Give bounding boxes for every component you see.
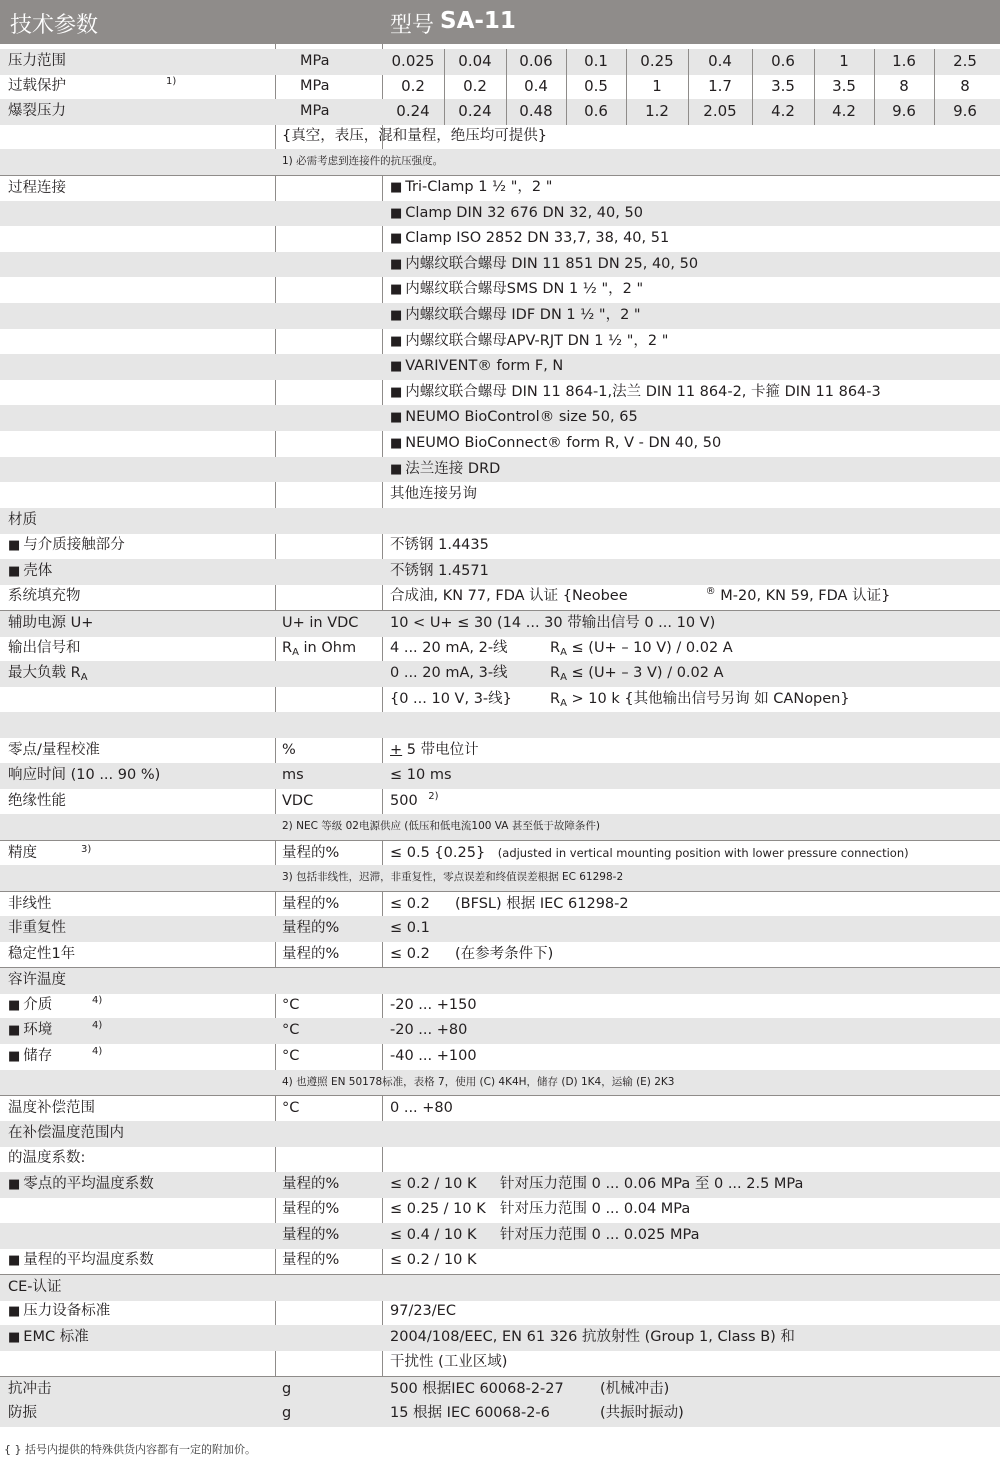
table-row [0, 1274, 1000, 1301]
process-other: 其他连接另询 [390, 486, 477, 503]
temperature-item-label: 环境 [23, 1022, 53, 1038]
table-row [0, 1172, 1000, 1198]
coef-note: 针对压力范围 0 ... 0.025 MPa [500, 1227, 700, 1243]
coef-note: 针对压力范围 0 ... 0.04 MPa [500, 1201, 691, 1217]
compensation-unit: °C [282, 1100, 300, 1116]
accuracy-unit: 量程的% [282, 845, 340, 861]
cell-divider [752, 99, 753, 125]
nonlinearity-label: 非线性 [8, 896, 52, 912]
cell-divider [814, 99, 815, 125]
cell-divider [506, 49, 507, 75]
span-coef-unit: 量程的% [282, 1252, 340, 1268]
output-unit-suffix: in Ohm [298, 640, 357, 656]
table-row [0, 738, 1000, 764]
cell-divider [566, 99, 567, 125]
process-label: 过程连接 [8, 180, 66, 196]
list-item [0, 457, 1000, 483]
footnote-ref: 3) [81, 844, 92, 855]
table-row [0, 840, 1000, 867]
cell-divider [444, 74, 445, 100]
table-row [0, 993, 1000, 1019]
power-label: 辅助电源 U+ [8, 615, 94, 631]
compensation-value: 0 ... +80 [390, 1100, 453, 1116]
pressure-row-label: 过载保护 [8, 78, 66, 94]
table-row [0, 814, 1000, 840]
pressure-value: 1.7 [708, 77, 732, 95]
pressure-value: 4.2 [832, 102, 856, 120]
output-1: 4 ... 20 mA, 2-线 [390, 640, 508, 656]
list-item [0, 175, 1000, 201]
list-item [0, 277, 1000, 303]
bullet-icon: ■ [8, 1049, 21, 1064]
bullet-icon: ■ [390, 308, 403, 323]
cell-divider [506, 99, 507, 125]
footnote-3: 3) 包括非线性，迟滞，非重复性，零点误差和终值误差根据 EC 61298-2 [282, 871, 624, 883]
process-connection: Clamp DIN 32 676 DN 32, 40, 50 [405, 204, 643, 221]
table-row [0, 1070, 1000, 1096]
pressure-value: 2.05 [703, 102, 737, 120]
zero-label: 零点/量程校准 [8, 742, 100, 758]
fill-value-2: M-20, KN 59, FDA 认证} [720, 588, 891, 604]
pressure-value: 8 [899, 77, 909, 95]
power-value: 10 < U+ ≤ 30 (14 ... 30 带输出信号 0 ... 10 V) [390, 615, 716, 631]
bullet-icon: ■ [390, 205, 403, 221]
cell-divider [566, 49, 567, 75]
response-label: 响应时间 (10 ... 90 %) [8, 767, 161, 783]
subscript: A [560, 698, 567, 709]
footnote-ref: 4) [92, 1046, 103, 1057]
compensation-label: 温度补偿范围 [8, 1100, 95, 1116]
vibration-unit: g [282, 1405, 292, 1421]
table-row [0, 533, 1000, 559]
model-label: 型号 [390, 13, 435, 38]
pressure-value: 4.2 [771, 102, 795, 120]
bullet-icon: ■ [8, 1330, 21, 1345]
cell-divider [874, 49, 875, 75]
ped-label: 压力设备标准 [23, 1303, 111, 1319]
formula-r: R [550, 691, 561, 707]
bullet-icon: ■ [390, 231, 403, 247]
footnote-1: 1) 必需考虑到连接件的抗压强度。 [282, 155, 444, 167]
list-item [0, 482, 1000, 508]
cell-divider [688, 99, 689, 125]
table-row [0, 636, 1000, 662]
output-2: 0 ... 20 mA, 3-线 [390, 665, 508, 681]
table-row [0, 1197, 1000, 1223]
cell-divider [874, 99, 875, 125]
process-connection: 内螺纹联合螺母SMS DN 1 ½ "，2 " [405, 281, 644, 298]
coef-value: ≤ 0.2 / 10 K [390, 1176, 477, 1192]
table-row [0, 865, 1000, 891]
bullet-icon: ■ [8, 998, 21, 1013]
table-row [0, 1146, 1000, 1172]
table-row [0, 1248, 1000, 1274]
cell-divider [626, 74, 627, 100]
pressure-row [0, 74, 1000, 100]
cell-divider [814, 74, 815, 100]
span-coef-label: 量程的平均温度系数 [23, 1252, 154, 1268]
bullet-icon: ■ [8, 1023, 21, 1038]
coef-unit: 量程的% [282, 1176, 340, 1192]
pressure-value: 0.6 [771, 52, 795, 70]
cell-divider [688, 74, 689, 100]
zero-unit: % [282, 742, 296, 758]
bullet-icon: ■ [390, 461, 403, 477]
coef-note: 针对压力范围 0 ... 0.06 MPa 至 0 ... 2.5 MPa [500, 1176, 804, 1192]
table-row [0, 942, 1000, 968]
accuracy-label: 精度 [8, 845, 37, 861]
table-row [0, 1350, 1000, 1376]
cell-divider [626, 49, 627, 75]
nonrepeat-unit: 量程的% [282, 920, 340, 936]
list-item [0, 201, 1000, 227]
cell-divider [444, 99, 445, 125]
list-item [0, 226, 1000, 252]
bullet-icon: ■ [390, 282, 403, 298]
output-3: {0 ... 10 V, 3-线} [390, 691, 512, 707]
list-item [0, 303, 1000, 329]
formula-1: ≤ (U+ – 10 V) / 0.02 A [566, 640, 733, 656]
table-row [0, 916, 1000, 942]
pressure-value: 9.6 [953, 102, 977, 120]
formula-r: R [550, 640, 561, 656]
accuracy-value: ≤ 0.5 {0.25} [390, 845, 486, 861]
list-item [0, 329, 1000, 355]
temperature-value: -20 ... +80 [390, 1022, 468, 1038]
cell-divider [688, 49, 689, 75]
cell-divider [934, 49, 935, 75]
section-title: 技术参数 [10, 13, 99, 38]
nonlinearity-note: (BFSL) 根据 IEC 61298-2 [455, 896, 629, 912]
shock-unit: g [282, 1381, 292, 1397]
cell-divider [934, 99, 935, 125]
pressure-value: 0.25 [640, 52, 674, 70]
pressure-value: 0.24 [396, 102, 430, 120]
bullet-icon: ■ [8, 564, 21, 579]
cell-divider [752, 49, 753, 75]
coef-unit: 量程的% [282, 1227, 340, 1243]
list-item [0, 405, 1000, 431]
insulation-label: 绝缘性能 [8, 793, 66, 809]
case-value: 不锈钢 1.4571 [390, 563, 489, 579]
shock-value: 500 根据IEC 60068-2-27 [390, 1381, 564, 1397]
table-row [0, 687, 1000, 713]
table-row [0, 1095, 1000, 1122]
shock-note: (机械冲击) [600, 1381, 670, 1397]
case-label: 壳体 [23, 563, 53, 579]
cell-divider [444, 49, 445, 75]
process-connection: 内螺纹联合螺母APV-RJT DN 1 ½ "，2 " [405, 332, 669, 349]
formula-3: > 10 k {其他输出信号另询 如 CANopen} [566, 691, 850, 707]
coef-value: ≤ 0.25 / 10 K [390, 1201, 486, 1217]
nonlinearity-unit: 量程的% [282, 896, 340, 912]
process-connection: Tri-Clamp 1 ½ "，2 " [405, 179, 553, 195]
pressure-unit: MPa [300, 53, 330, 69]
stability-note: (在参考条件下) [455, 946, 554, 962]
cell-divider [874, 74, 875, 100]
bullet-icon: ■ [8, 538, 21, 553]
coef-value: ≤ 0.4 / 10 K [390, 1227, 477, 1243]
zero-coef-label: 零点的平均温度系数 [23, 1176, 154, 1192]
table-row [0, 124, 1000, 150]
pressure-value: 0.6 [584, 102, 608, 120]
process-connection: NEUMO BioControl® size 50, 65 [405, 409, 638, 426]
stability-value: ≤ 0.2 [390, 946, 430, 962]
insulation-unit: VDC [282, 793, 314, 809]
bullet-icon: ■ [390, 436, 403, 451]
pressure-row-label: 压力范围 [8, 53, 66, 69]
list-item [0, 252, 1000, 278]
table-row [0, 149, 1000, 175]
table-row [0, 661, 1000, 687]
emc-value: 2004/108/EEC, EN 61 326 抗放射性 (Group 1, Class B) 和 [390, 1329, 795, 1345]
process-connection: 内螺纹联合螺母 DIN 11 851 DN 25, 40, 50 [405, 255, 699, 272]
formula-2: ≤ (U+ – 3 V) / 0.02 A [566, 665, 724, 681]
coefficient-label-2: 的温度系数: [8, 1150, 86, 1166]
stability-label: 稳定性1年 [8, 946, 76, 962]
table-row [0, 763, 1000, 789]
pressure-unit: MPa [300, 103, 330, 119]
process-connection: 内螺纹联合螺母 DIN 11 864-1,法兰 DIN 11 864-2, 卡箍 DIN 11 864-3 [405, 383, 881, 400]
temperature-value: -40 ... +100 [390, 1048, 477, 1064]
emc-label: EMC 标准 [23, 1329, 89, 1345]
pressure-value: 0.04 [458, 52, 492, 70]
pressure-row [0, 99, 1000, 125]
fill-label: 系统填充物 [8, 588, 81, 604]
coefficient-label: 在补偿温度范围内 [8, 1125, 124, 1141]
vibration-note: (共振时振动) [600, 1405, 684, 1421]
footnote-2: 2) NEC 等级 02电源供应 (低压和低电流100 VA 甚至低于故障条件) [282, 820, 600, 832]
vibration-label: 防振 [8, 1405, 37, 1421]
coef-unit: 量程的% [282, 1201, 340, 1217]
vibration-value: 15 根据 IEC 60068-2-6 [390, 1405, 550, 1421]
bullet-icon: ■ [390, 359, 403, 375]
process-connection: NEUMO BioConnect® form R, V - DN 40, 50 [405, 435, 722, 451]
subscript: A [292, 647, 299, 658]
temperature-value: -20 ... +150 [390, 997, 477, 1013]
bullet-icon: ■ [390, 333, 403, 349]
formula-r: R [550, 665, 561, 681]
response-value: ≤ 10 ms [390, 767, 452, 783]
bullet-icon: ■ [8, 1253, 21, 1268]
table-row [0, 1299, 1000, 1325]
table-row [0, 1376, 1000, 1403]
process-connection: 法兰连接 DRD [405, 460, 501, 477]
table-row [0, 712, 1000, 738]
cell-divider [814, 49, 815, 75]
process-connection: VARIVENT® form F, N [405, 358, 564, 375]
wetted-value: 不锈钢 1.4435 [390, 537, 489, 553]
pressure-value: 0.025 [391, 52, 435, 70]
bullet-icon: ■ [8, 1177, 21, 1192]
footnote-ref: 2) [428, 791, 439, 802]
wetted-label: 与介质接触部分 [23, 537, 125, 553]
list-item [0, 431, 1000, 457]
zero-value: 5 带电位计 [402, 742, 479, 758]
table-row [0, 967, 1000, 994]
bullet-icon: ■ [390, 256, 403, 272]
stability-unit: 量程的% [282, 946, 340, 962]
table-row [0, 1044, 1000, 1070]
pressure-value: 0.5 [584, 77, 608, 95]
output-unit: R [282, 640, 293, 656]
ped-value: 97/23/EC [390, 1303, 456, 1319]
nonrepeat-value: ≤ 0.1 [390, 920, 430, 936]
model-name: SA-11 [440, 8, 516, 34]
bottom-note: { } 括号内提供的特殊供货内容都有一定的附加价。 [4, 1443, 256, 1456]
bullet-icon: ■ [390, 384, 403, 400]
pressure-value: 1 [652, 77, 662, 95]
temperature-item-label: 储存 [23, 1048, 53, 1064]
pressure-value: 0.24 [458, 102, 492, 120]
registered-mark: ® [705, 586, 716, 597]
temperature-item-label: 介质 [23, 997, 53, 1013]
power-unit: U+ in VDC [282, 615, 359, 631]
pressure-value: 1 [839, 52, 849, 70]
pressure-value: 1.2 [645, 102, 669, 120]
table-row [0, 508, 1000, 534]
pressure-unit: MPa [300, 78, 330, 94]
footnote-4: 4) 也遵照 EN 50178标准，表格 7，使用 (C) 4K4H，储存 (D) 1K4，运输 (E) 2K3 [282, 1076, 675, 1088]
response-unit: ms [282, 767, 304, 783]
footnote-ref: 1) [166, 76, 177, 87]
table-row [0, 559, 1000, 585]
process-connection: 内螺纹联合螺母 IDF DN 1 ½ "，2 " [405, 307, 641, 323]
emc-value-2: 干扰性 (工业区域) [390, 1354, 508, 1370]
cell-divider [752, 74, 753, 100]
cell-divider [626, 99, 627, 125]
pressure-value: 0.1 [584, 52, 608, 70]
material-label: 材质 [8, 512, 37, 528]
pressure-value: 0.48 [519, 102, 553, 120]
pressure-value: 0.2 [463, 77, 487, 95]
temperature-unit: °C [282, 997, 300, 1013]
options-note: {真空，表压，混和量程，绝压均可提供} [282, 128, 547, 144]
shock-label: 抗冲击 [8, 1381, 52, 1397]
insulation-value: 500 [390, 793, 418, 809]
fill-value: 合成油, KN 77, FDA 认证 {Neobee [390, 588, 628, 604]
list-item [0, 354, 1000, 380]
pressure-value: 3.5 [832, 77, 856, 95]
temperature-unit: °C [282, 1022, 300, 1038]
pressure-value: 3.5 [771, 77, 795, 95]
temperature-label: 容许温度 [8, 972, 66, 988]
pressure-row-label: 爆裂压力 [8, 103, 66, 119]
bullet-icon: ■ [390, 180, 403, 195]
bullet-icon: ■ [8, 1304, 21, 1319]
footnote-ref: 4) [92, 995, 103, 1006]
accuracy-note: (adjusted in vertical mounting position with lower pressure connection) [497, 846, 909, 860]
pressure-value: 2.5 [953, 52, 977, 70]
cell-divider [566, 74, 567, 100]
load-label: 最大负载 R [8, 665, 81, 681]
pressure-value: 0.2 [401, 77, 425, 95]
subscript: A [80, 672, 88, 683]
plus-minus: + [390, 742, 403, 758]
process-connection: Clamp ISO 2852 DN 33,7, 38, 40, 51 [405, 230, 670, 247]
cell-divider [934, 74, 935, 100]
list-item [0, 380, 1000, 406]
table-row [0, 584, 1000, 610]
pressure-value: 0.4 [708, 52, 732, 70]
footnote-ref: 4) [92, 1020, 103, 1031]
cell-divider [506, 74, 507, 100]
subscript: A [560, 647, 567, 658]
table-row [0, 1325, 1000, 1351]
table-row [0, 789, 1000, 815]
table-row [0, 1018, 1000, 1044]
output-label: 输出信号和 [8, 640, 81, 656]
pressure-value: 8 [960, 77, 970, 95]
subscript: A [560, 672, 567, 683]
nonlinearity-value: ≤ 0.2 [390, 896, 430, 912]
bullet-icon: ■ [390, 410, 403, 426]
pressure-value: 1.6 [892, 52, 916, 70]
table-row [0, 1401, 1000, 1427]
temperature-unit: °C [282, 1048, 300, 1064]
page-header [0, 0, 1000, 44]
table-row [0, 891, 1000, 918]
pressure-value: 0.4 [524, 77, 548, 95]
pressure-row [0, 49, 1000, 75]
span-coef-value: ≤ 0.2 / 10 K [390, 1252, 477, 1268]
ce-label: CE-认证 [8, 1279, 62, 1295]
table-row [0, 610, 1000, 637]
table-row [0, 1121, 1000, 1147]
pressure-value: 0.06 [519, 52, 553, 70]
nonrepeat-label: 非重复性 [8, 920, 66, 936]
table-row [0, 1223, 1000, 1249]
pressure-value: 9.6 [892, 102, 916, 120]
